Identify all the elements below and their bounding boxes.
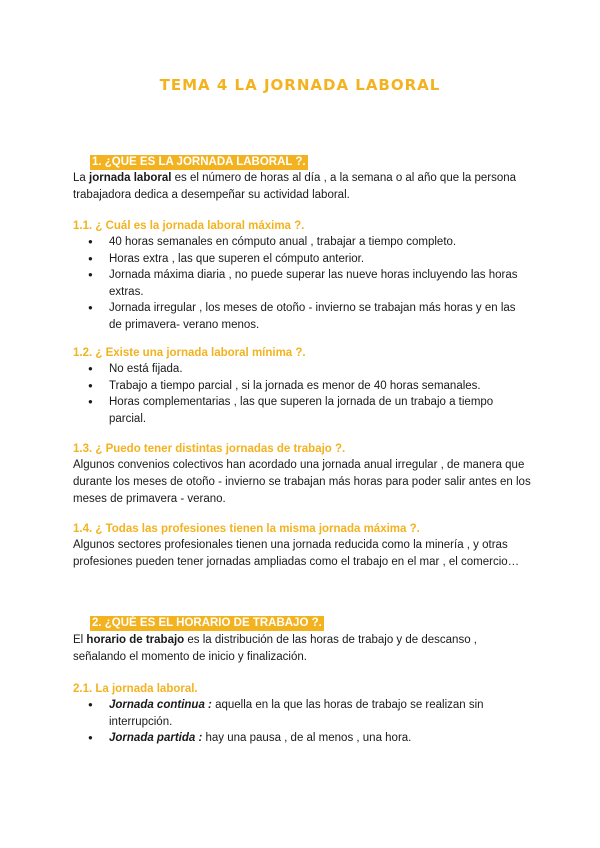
subsection-1-1-heading: 1.1. ¿ Cuál es la jornada laboral máxima ?. <box>73 220 305 232</box>
section-2-heading: 2. ¿QUÉ ES EL HORARIO DE TRABAJO ?. <box>92 617 322 629</box>
list-item: ● Jornada máxima diaria , no puede superar las nueve horas incluyendo las horas extras. <box>88 267 528 300</box>
term-jornada-laboral: jornada laboral <box>89 172 172 184</box>
list-item: ● Trabajo a tiempo parcial , si la jornada es menor de 40 horas semanales. <box>88 378 528 395</box>
subsection-1-4-heading: 1.4. ¿ Todas las profesiones tienen la misma jornada máxima ?. <box>73 523 420 535</box>
subsection-1-2-list <box>88 361 528 427</box>
list-item: ● Jornada irregular , los meses de otoño - invierno se trabajan más horas y en las de primavera- verano menos. <box>88 300 528 333</box>
list-item: ● Jornada continua : aquella en la que las horas de trabajo se realizan sin interrupción. <box>88 697 528 730</box>
subsection-1-3-heading: 1.3. ¿ Puedo tener distintas jornadas de trabajo ?. <box>73 443 346 455</box>
list-item: ● Horas extra , las que superen el cómputo anterior. <box>88 251 528 268</box>
section-2-intro: El horario de trabajo es la distribución de las horas de trabajo y de descanso , señalando el momento de inicio y finalización. <box>73 634 477 663</box>
subsection-1-1-list <box>88 234 528 333</box>
term-horario-de-trabajo: horario de trabajo <box>86 634 185 646</box>
page-title: TEMA 4 LA JORNADA LABORAL <box>159 76 441 94</box>
subsection-1-4-text: Algunos sectores profesionales tienen una jornada reducida como la minería , y otras profesiones pueden tener jornadas ampliadas como el trabajo en el mar , el comercio… <box>73 539 520 568</box>
subsection-2-1-heading: 2.1. La jornada laboral. <box>73 683 198 695</box>
list-item: ● No está fijada. <box>88 361 528 378</box>
list-item: ● Horas complementarias , las que superen la jornada de un trabajo a tiempo parcial. <box>88 394 528 427</box>
list-item: ● Jornada partida : hay una pausa , de al menos , una hora. <box>88 730 528 747</box>
list-item: ● 40 horas semanales en cómputo anual , trabajar a tiempo completo. <box>88 234 528 251</box>
section-1-intro: La jornada laboral es el número de horas al día , a la semana o al año que la persona trabajadora dedica a desempeñar su actividad laboral. <box>73 172 517 201</box>
subsection-1-2-heading: 1.2. ¿ Existe una jornada laboral mínima ?. <box>73 347 306 359</box>
subsection-2-1-list <box>88 697 528 747</box>
section-1-heading: 1. ¿QUE ES LA JORNADA LABORAL ?. <box>92 156 306 168</box>
subsection-1-3-text: Algunos convenios colectivos han acordado una jornada anual irregular , de manera que durante los meses de otoño - invierno se trabajan más horas para poder salir antes en los meses de primavera - verano. <box>73 459 531 505</box>
